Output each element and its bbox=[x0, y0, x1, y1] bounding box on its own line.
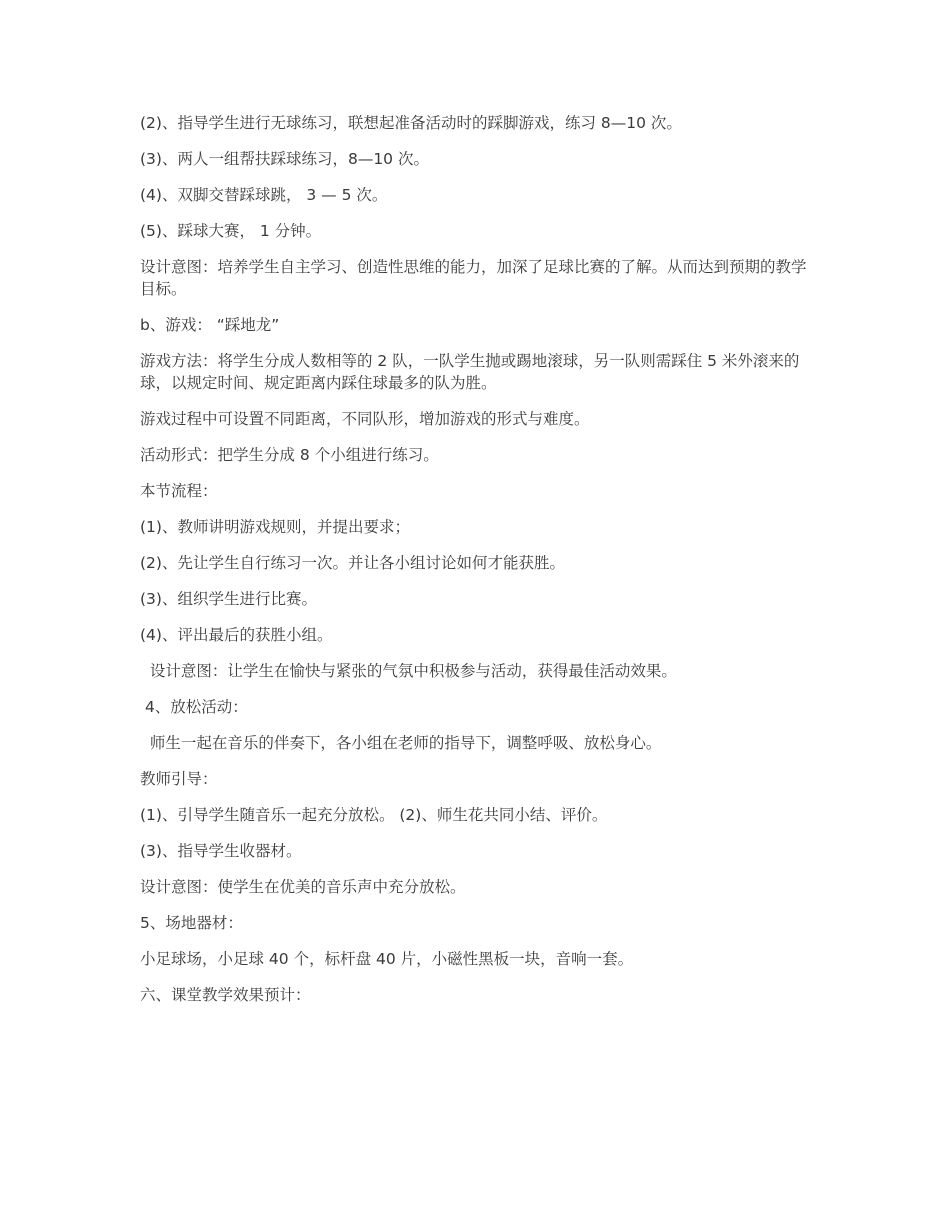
paragraph: 小足球场，小足球 40 个，标杆盘 40 片，小磁性黑板一块，音响一套。 bbox=[140, 950, 634, 968]
paragraph: 设计意图：让学生在愉快与紧张的气氛中积极参与活动，获得最佳活动效果。 bbox=[140, 662, 677, 680]
paragraph: 游戏方法：将学生分成人数相等的 2 队，一队学生抛或踢地滚球，另一队则需踩住 5 米外滚来的球，以规定时间、规定距离内踩住球最多的队为胜。 bbox=[140, 352, 800, 392]
paragraph: (3)、指导学生收器材。 bbox=[140, 842, 302, 860]
paragraph: 5、场地器材： bbox=[140, 914, 243, 932]
paragraph: (5)、踩球大赛， 1 分钟。 bbox=[140, 222, 322, 240]
paragraph: (3)、组织学生进行比赛。 bbox=[140, 590, 317, 608]
paragraph: (4)、双脚交替踩球跳， 3 — 5 次。 bbox=[140, 186, 388, 204]
paragraph: 4、放松活动： bbox=[140, 698, 248, 716]
paragraph: 教师引导： bbox=[140, 770, 218, 788]
paragraph: 六、课堂教学效果预计： bbox=[140, 986, 311, 1004]
paragraph: (3)、两人一组帮扶踩球练习，8—10 次。 bbox=[140, 150, 429, 168]
paragraph: (1)、引导学生随音乐一起充分放松。 (2)、师生花共同小结、评价。 bbox=[140, 806, 608, 824]
paragraph: 本节流程： bbox=[140, 482, 218, 500]
paragraph: 设计意图：使学生在优美的音乐声中充分放松。 bbox=[140, 878, 466, 896]
paragraph: 活动形式：把学生分成 8 个小组进行练习。 bbox=[140, 446, 439, 464]
paragraph: b、游戏： “踩地龙” bbox=[140, 316, 280, 334]
paragraph: (1)、教师讲明游戏规则，并提出要求； bbox=[140, 518, 410, 536]
paragraph: (4)、评出最后的获胜小组。 bbox=[140, 626, 333, 644]
paragraph: 设计意图：培养学生自主学习、创造性思维的能力，加深了足球比赛的了解。从而达到预期的教学目标。 bbox=[140, 258, 807, 298]
paragraph: 师生一起在音乐的伴奏下，各小组在老师的指导下，调整呼吸、放松身心。 bbox=[140, 734, 662, 752]
paragraph: (2)、指导学生进行无球练习，联想起准备活动时的踩脚游戏，练习 8—10 次。 bbox=[140, 114, 682, 132]
document-page bbox=[140, 112, 820, 1020]
paragraph: 游戏过程中可设置不同距离，不同队形，增加游戏的形式与难度。 bbox=[140, 410, 590, 428]
paragraph: (2)、先让学生自行练习一次。并让各小组讨论如何才能获胜。 bbox=[140, 554, 565, 572]
